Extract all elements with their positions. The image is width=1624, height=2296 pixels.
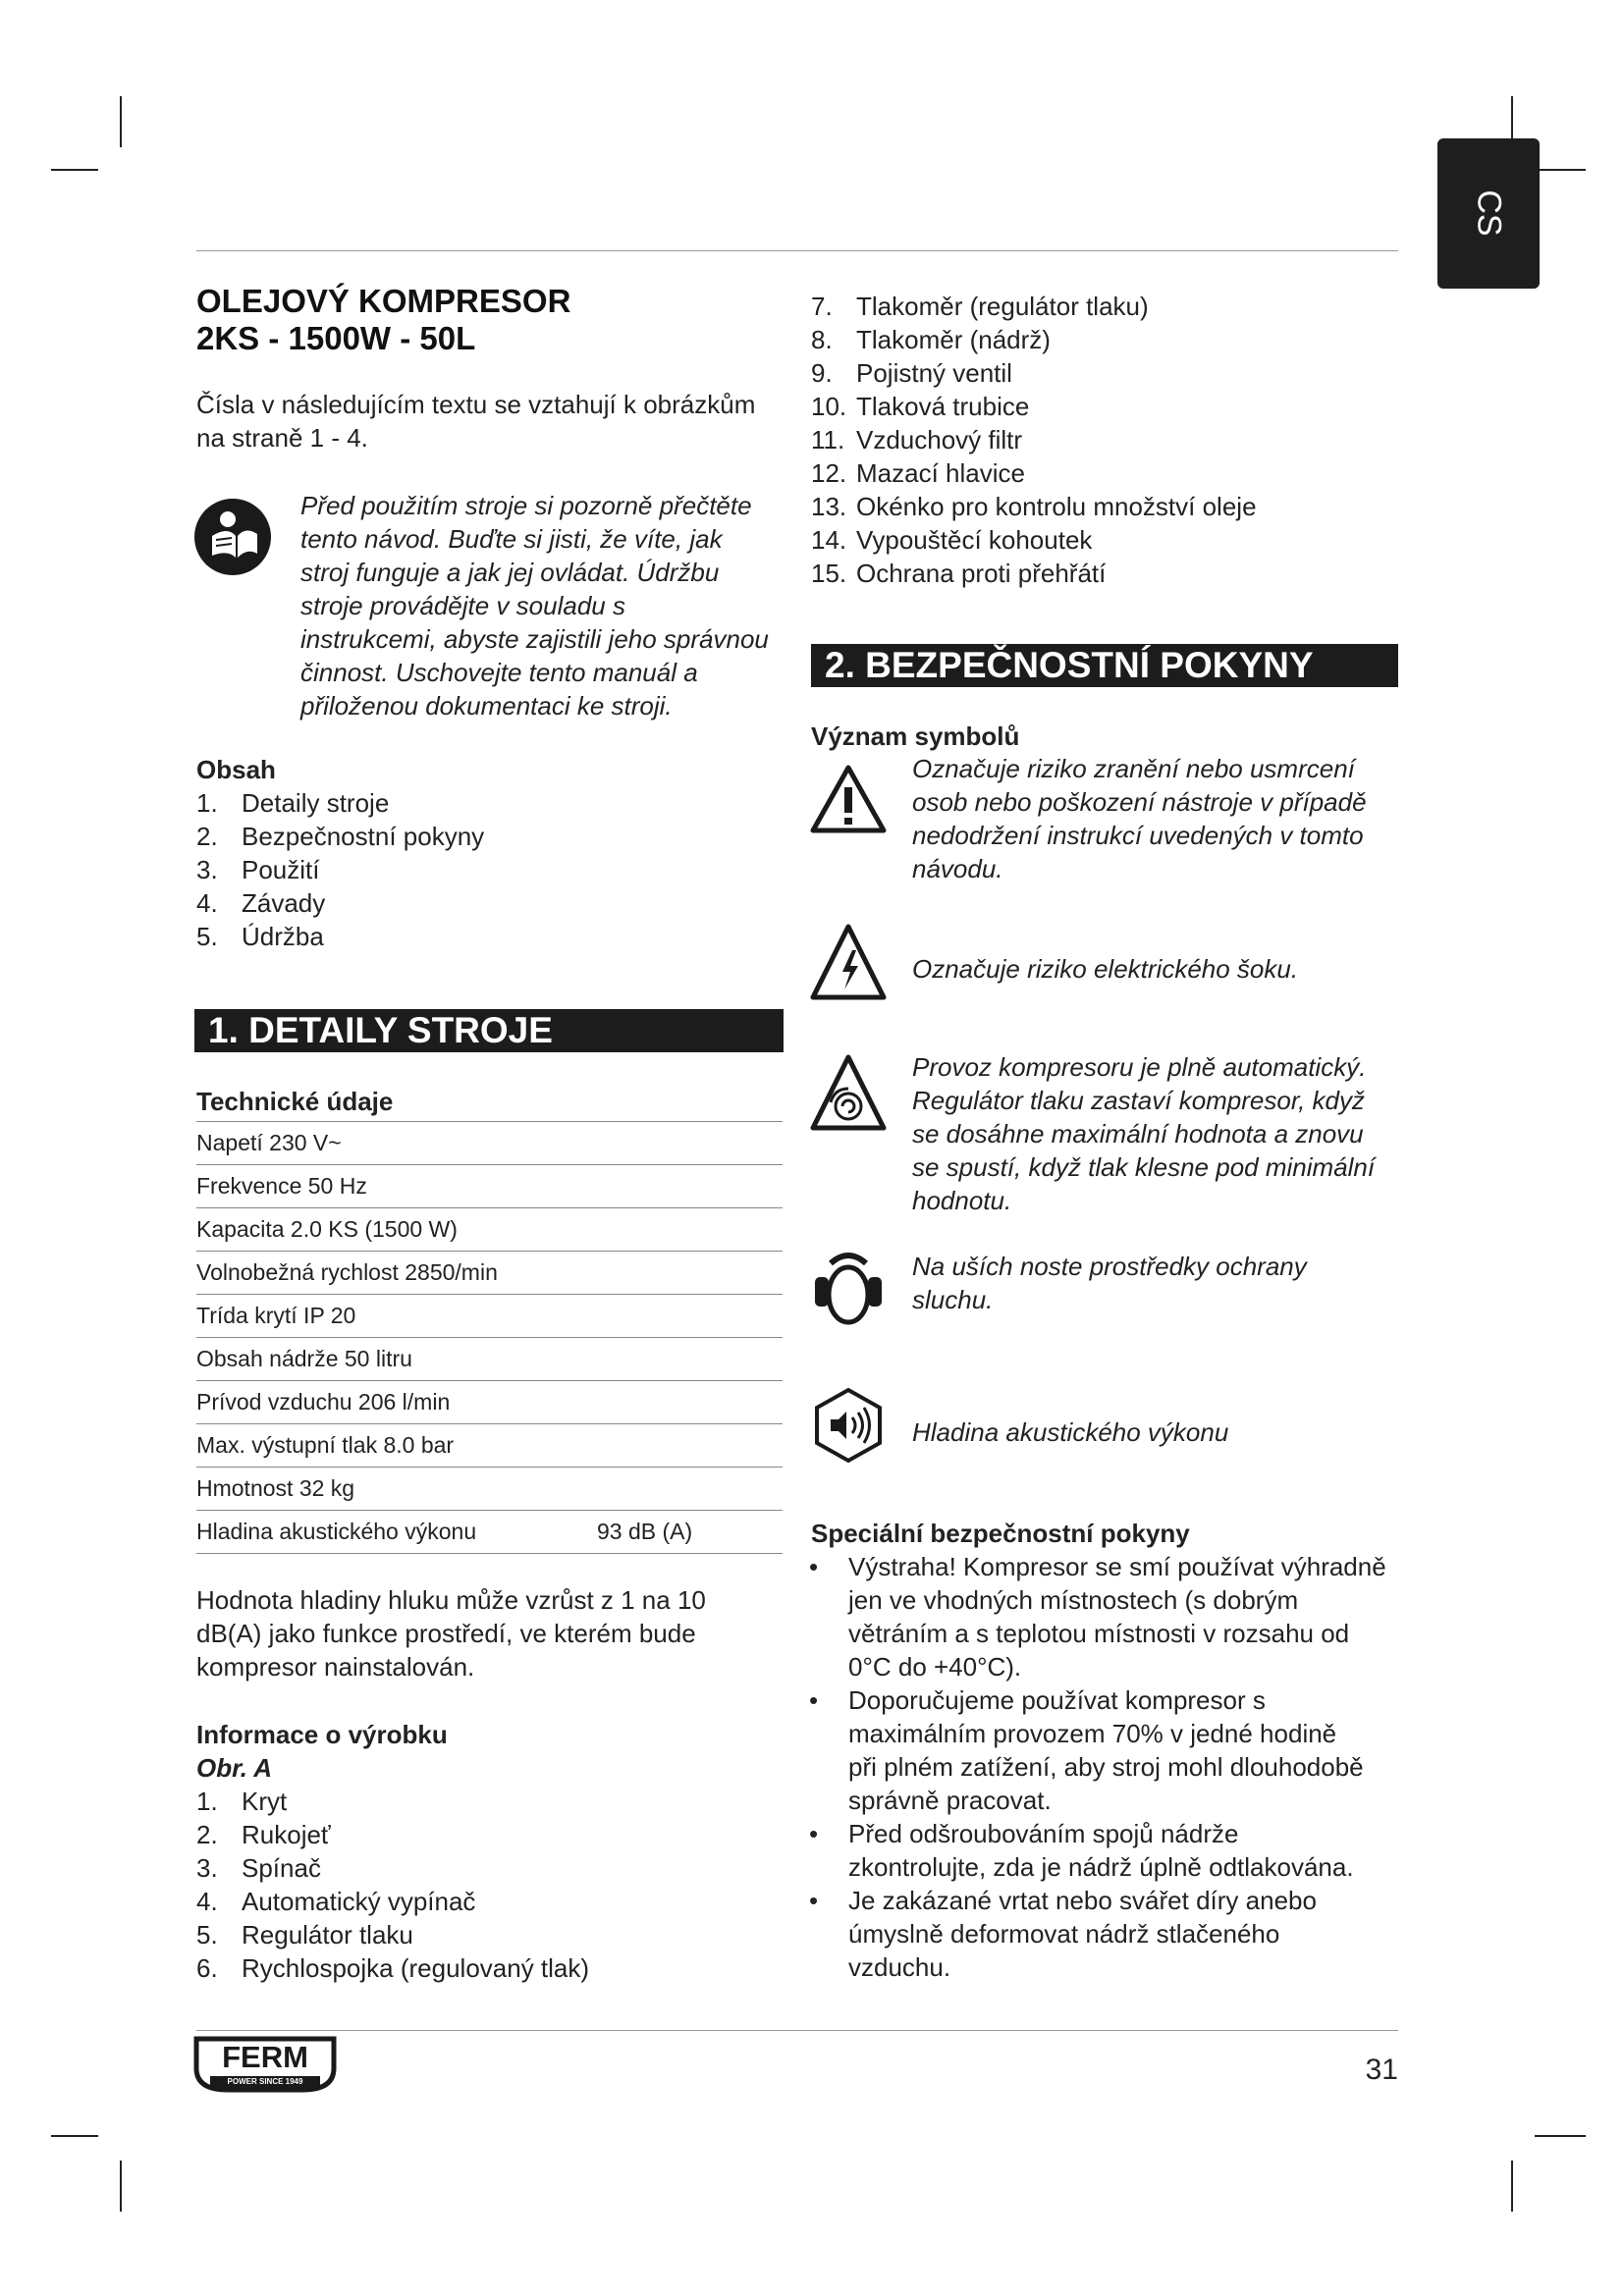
list-item: • Před odšroubováním spojů nádrže zkontrolujte, zda je nádrž úplně odtlakována. [807, 1817, 1426, 1884]
table-row: Trída krytí IP 20 [196, 1294, 783, 1337]
list-item: 1. Detaily stroje [196, 788, 390, 818]
special-instructions-heading: Speciální bezpečnostní pokyny [811, 1519, 1190, 1548]
list-item: 5. Regulátor tlaku [196, 1920, 413, 1949]
table-row: Volnobežná rychlost 2850/min [196, 1251, 783, 1294]
table-row: Obsah nádrže 50 litru [196, 1337, 783, 1380]
footer-rule [196, 2030, 1398, 2031]
read-manual-icon [192, 497, 273, 577]
list-item: 10. Tlaková trubice [811, 392, 1030, 421]
ferm-logo [192, 2035, 338, 2096]
contents-heading: Obsah [196, 755, 276, 784]
product-title-line1: OLEJOVÝ KOMPRESOR [196, 283, 571, 319]
list-item: • Výstraha! Kompresor se smí používat výhradně jen ve vhodných místnostech (s dobrým větráním a s teplotou místnosti v rozsahu od 0°C do +40°C). [807, 1550, 1426, 1683]
symbol-description: Provoz kompresoru je plně automatický. Regulátor tlaku zastaví kompresor, když se dosáhne maximální hodnota a znovu se spustí, když tlak klesne pod minimální hodnotu. [912, 1052, 1376, 1215]
table-row: Max. výstupní tlak 8.0 bar [196, 1423, 783, 1467]
automatic-start-icon [809, 1053, 888, 1134]
list-item: 13. Okénko pro kontrolu množství oleje [811, 492, 1257, 521]
list-item: 4. Závady [196, 888, 326, 918]
list-item: 11. Vzduchový filtr [811, 425, 1023, 454]
top-rule [196, 250, 1398, 251]
crop-mark [120, 96, 122, 147]
list-item: 2. Bezpečnostní pokyny [196, 822, 485, 851]
symbol-description: Označuje riziko elektrického šoku. [912, 954, 1299, 984]
sound-power-icon [811, 1386, 886, 1465]
crop-mark [51, 2135, 98, 2137]
product-info-heading: Informace o výrobku [196, 1720, 448, 1749]
page-number: 31 [1365, 2054, 1398, 2086]
logo-tagline: POWER SINCE 1949 [227, 2077, 303, 2086]
contents-list [196, 786, 484, 953]
section2-heading-bar: 2. BEZPEČNOSTNÍ POKYNY [811, 644, 1398, 687]
list-item: 4. Automatický vypínač [196, 1887, 476, 1916]
crop-mark [51, 169, 98, 171]
warning-triangle-icon [809, 764, 888, 834]
parts-list-right [811, 290, 1257, 590]
crop-mark [120, 2161, 122, 2212]
list-item: 8. Tlakoměr (nádrž) [811, 325, 1051, 354]
list-item: 5. Údržba [196, 922, 324, 951]
table-row: Hmotnost 32 kg [196, 1467, 783, 1510]
table-row: Prívod vzduchu 206 l/min [196, 1380, 783, 1423]
list-item: 9. Pojistný ventil [811, 358, 1012, 388]
list-item: 7. Tlakoměr (regulátor tlaku) [811, 292, 1149, 321]
crop-mark [1535, 169, 1586, 171]
figure-label: Obr. A [196, 1753, 273, 1783]
table-row: Frekvence 50 Hz [196, 1164, 783, 1207]
intro-text: Čísla v následujícím textu se vztahují k obrázkům na straně 1 - 4. [196, 390, 756, 453]
crop-mark [1535, 2135, 1586, 2137]
symbols-heading: Význam symbolů [811, 721, 1020, 751]
language-code: CS [1470, 189, 1508, 237]
special-instructions-list [807, 1550, 1426, 1984]
ear-protection-icon [809, 1250, 888, 1332]
table-row: Napetí 230 V~ [196, 1121, 783, 1164]
tech-data-heading: Technické údaje [196, 1087, 394, 1116]
spec-table [196, 1121, 783, 1554]
crop-mark [1511, 2161, 1513, 2212]
list-item: 1. Kryt [196, 1787, 288, 1816]
symbol-description: Hladina akustického výkonu [912, 1417, 1229, 1447]
list-item: • Doporučujeme používat kompresor s maximálním provozem 70% v jedné hodině při plném zatížení, aby stroj mohl dlouhodobě správně pracovat. [807, 1683, 1426, 1817]
list-item: 3. Použití [196, 855, 320, 884]
list-item: 3. Spínač [196, 1853, 321, 1883]
list-item: 14. Vypouštěcí kohoutek [811, 525, 1093, 555]
table-row: Kapacita 2.0 KS (1500 W) [196, 1207, 783, 1251]
list-item: 2. Rukojeť [196, 1820, 331, 1849]
list-item: • Je zakázané vrtat nebo svářet díry anebo úmyslně deformovat nádrž stlačeného vzduchu. [807, 1884, 1426, 1984]
table-row: Hladina akustického výkonu 93 dB (A) [196, 1510, 783, 1554]
noise-note: Hodnota hladiny hluku může vzrůst z 1 na 10 dB(A) jako funkce prostředí, ve kterém bude kompresor nainstalován. [196, 1585, 706, 1682]
product-title [196, 283, 785, 357]
product-title-line2: 2KS - 1500W - 50L [196, 320, 476, 356]
parts-list-left [196, 1785, 589, 1985]
logo-wordmark: FERM [222, 2040, 308, 2074]
symbol-description: Označuje riziko zranění nebo usmrcení osob nebo poškození nástroje v případě nedodržení instrukcí uvedených v tomto návodu. [912, 754, 1367, 883]
list-item: 12. Mazací hlavice [811, 458, 1025, 488]
symbol-description: Na uších noste prostředky ochrany sluchu. [912, 1252, 1307, 1314]
list-item: 15. Ochrana proti přehřátí [811, 559, 1107, 588]
section1-heading-bar: 1. DETAILY STROJE [194, 1009, 784, 1052]
list-item: 6. Rychlospojka (regulovaný tlak) [196, 1953, 590, 1983]
language-tab [1437, 138, 1540, 289]
manual-notice: Před použitím stroje si pozorně přečtěte tento návod. Buďte si jisti, že víte, jak stroj funguje a jak jej ovládat. Údržbu stroje provádějte v souladu s instrukcemi, abyste zajistili jeho správnou činnost. Uschovejte tento manuál a přiloženou dokumentaci ke stroji. [300, 491, 769, 721]
electric-shock-icon [809, 923, 888, 1003]
